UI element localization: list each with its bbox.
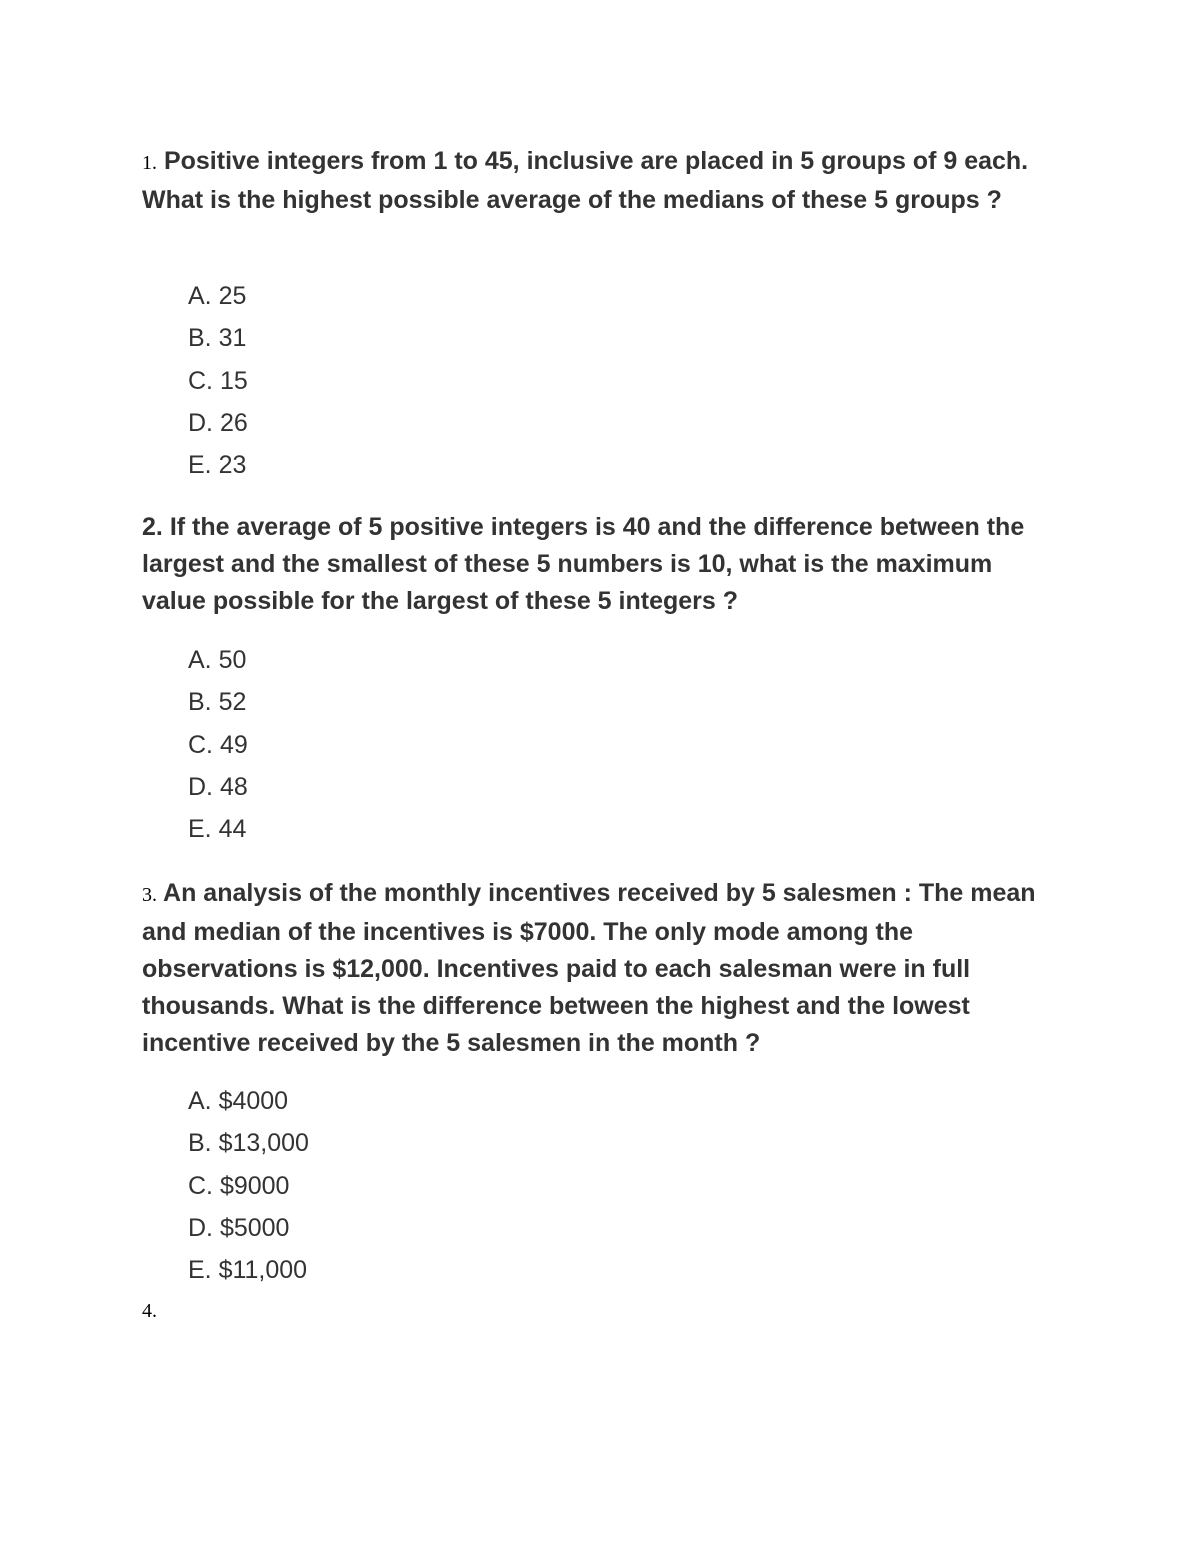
question-1-option-e: E. 23 — [188, 451, 247, 480]
question-1-option-d: D. 26 — [188, 408, 248, 437]
question-2-option-e: E. 44 — [188, 815, 247, 844]
question-3-option-c: C. $9000 — [188, 1171, 290, 1200]
question-3-option-a: A. $4000 — [188, 1087, 289, 1115]
question-1-option-b: B. 31 — [188, 324, 247, 353]
question-2-options — [188, 639, 248, 850]
question-2-option-a: A. 50 — [188, 646, 247, 674]
question-2-number: 2. — [142, 513, 163, 541]
question-3-option-b: B. $13,000 — [188, 1129, 309, 1158]
question-4-number: 4. — [142, 1300, 157, 1322]
question-2 — [142, 509, 1052, 620]
question-2-text: If the average of 5 positive integers is 40 and the difference between the largest and the smallest of these 5 numbers is 10, what is the maximum value possible for the largest of these 5 integers ? — [142, 513, 1025, 615]
question-3-options — [188, 1080, 309, 1291]
question-1-options — [188, 275, 248, 486]
question-3-option-e: E. $11,000 — [188, 1256, 308, 1285]
question-3-text: An analysis of the monthly incentives received by 5 salesmen : The mean and median of the incentives is $7000. The only mode among the observations is $12,000. Incentives paid to each salesman were in full thousands. What is the difference between the highest and the lowest incentive received by the 5 salesmen in the month ? — [142, 879, 1036, 1057]
question-1-option-c: C. 15 — [188, 366, 248, 395]
question-2-option-b: B. 52 — [188, 688, 247, 717]
question-2-option-d: D. 48 — [188, 772, 248, 801]
question-3-option-d: D. $5000 — [188, 1213, 290, 1242]
question-3-number: 3. — [142, 884, 157, 906]
question-1-number: 1. — [142, 152, 157, 174]
question-1-option-a: A. 25 — [188, 282, 247, 310]
question-1-text: Positive integers from 1 to 45, inclusive are placed in 5 groups of 9 each. What is the highest possible average of the medians of these 5 groups ? — [142, 147, 1029, 214]
question-1 — [142, 143, 1052, 219]
question-2-option-c: C. 49 — [188, 730, 248, 759]
question-3 — [142, 875, 1052, 1062]
